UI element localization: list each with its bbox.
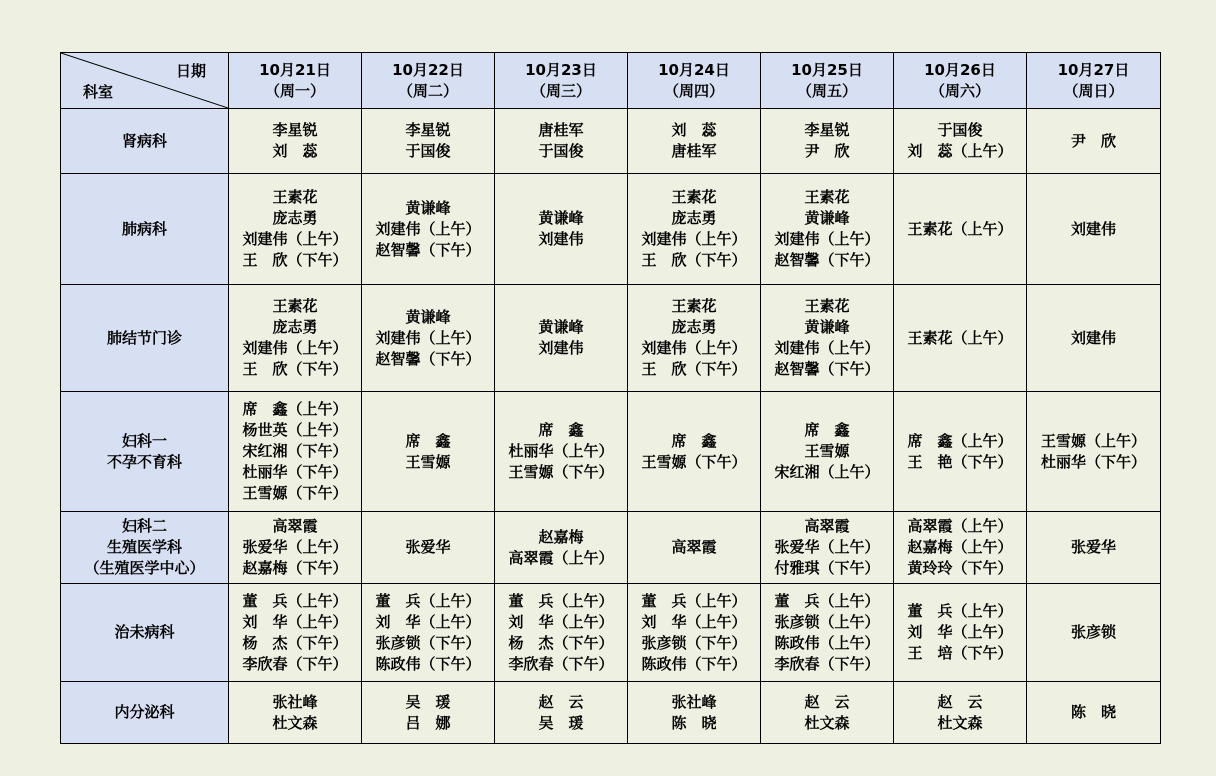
dept-cell bbox=[61, 285, 229, 392]
duty-cell bbox=[761, 174, 894, 285]
doctor-entry: 杜丽华（下午） bbox=[1040, 452, 1146, 471]
doctor-entry: 李星锐 bbox=[405, 121, 451, 139]
doctor-entry: 李欣春（下午） bbox=[774, 654, 880, 673]
doctor-entry: 王 欣（下午） bbox=[641, 360, 747, 378]
dept-name-line: 治未病科 bbox=[114, 623, 175, 641]
doctor-entry: 王素花 bbox=[272, 297, 318, 315]
dept-name-line: 妇科一 bbox=[121, 431, 167, 450]
doctor-entry: 王 艳（下午） bbox=[907, 452, 1013, 471]
duty-cell bbox=[1027, 392, 1161, 512]
doctor-entry: 董 兵（上午） bbox=[508, 591, 614, 610]
doctor-entry: 吕 娜 bbox=[405, 713, 451, 732]
table-row bbox=[61, 109, 1161, 174]
doctor-entry: 杜文森 bbox=[937, 713, 983, 732]
doctor-entry: 董 兵（上午） bbox=[907, 602, 1013, 620]
doctor-entry: 王雪嫄 bbox=[804, 442, 850, 460]
day-weekday: （周日） bbox=[1063, 81, 1124, 100]
doctor-entry: 黄谦峰 bbox=[405, 198, 451, 217]
doctor-entry: 高翠霞（上午） bbox=[508, 548, 614, 567]
doctor-entry: 席 鑫（上午） bbox=[907, 431, 1013, 450]
day-header-cell bbox=[628, 53, 761, 109]
day-date: 10月22日 bbox=[392, 60, 464, 79]
doctor-entry: 张爱华（上午） bbox=[242, 538, 348, 556]
doctor-entry: 刘 华（上午） bbox=[375, 612, 481, 631]
doctor-entry: 张爱华（上午） bbox=[774, 538, 880, 556]
duty-cell bbox=[362, 584, 495, 682]
doctor-entry: 王素花 bbox=[671, 188, 717, 206]
duty-cell bbox=[894, 682, 1027, 744]
doctor-entry: 赵嘉梅（上午） bbox=[907, 538, 1013, 556]
duty-cell bbox=[628, 512, 761, 584]
doctor-entry: 王雪嫄（下午） bbox=[242, 484, 348, 502]
dept-name-line: 内分泌科 bbox=[114, 703, 175, 721]
dept-name-line: 妇科二 bbox=[121, 517, 167, 535]
doctor-entry: 黄玲玲（下午） bbox=[907, 559, 1013, 577]
doctor-entry: 于国俊 bbox=[405, 142, 451, 160]
doctor-entry: 席 鑫 bbox=[538, 421, 584, 439]
duty-schedule-table bbox=[60, 52, 1161, 744]
duty-cell bbox=[495, 285, 628, 392]
duty-cell bbox=[761, 392, 894, 512]
doctor-entry: 赵嘉梅 bbox=[538, 527, 584, 546]
doctor-entry: 陈政伟（下午） bbox=[641, 654, 747, 673]
day-header-cell bbox=[495, 53, 628, 109]
doctor-entry: 高翠霞（上午） bbox=[907, 517, 1013, 535]
doctor-entry: 庞志勇 bbox=[671, 318, 717, 336]
dept-cell bbox=[61, 392, 229, 512]
doctor-entry: 刘 华（上午） bbox=[907, 623, 1013, 641]
doctor-entry: 董 兵（上午） bbox=[375, 591, 481, 610]
doctor-entry: 杜文森 bbox=[804, 713, 850, 732]
doctor-entry: 董 兵（上午） bbox=[641, 591, 747, 610]
doctor-entry: 张彦锁 bbox=[1070, 623, 1116, 641]
doctor-entry: 庞志勇 bbox=[272, 318, 318, 336]
duty-cell bbox=[495, 512, 628, 584]
duty-cell bbox=[628, 584, 761, 682]
duty-cell bbox=[362, 682, 495, 744]
duty-cell bbox=[628, 109, 761, 174]
doctor-entry: 刘建伟（上午） bbox=[242, 339, 348, 357]
doctor-entry: 于国俊 bbox=[538, 142, 584, 160]
duty-cell bbox=[761, 682, 894, 744]
duty-cell bbox=[229, 512, 362, 584]
doctor-entry: 杨 杰（下午） bbox=[508, 633, 614, 652]
doctor-entry: 陈政伟（上午） bbox=[774, 633, 880, 652]
corner-dept-label: 科室 bbox=[83, 83, 114, 101]
corner-header-cell bbox=[61, 53, 229, 109]
doctor-entry: 王素花 bbox=[272, 188, 318, 206]
doctor-entry: 赵 云 bbox=[937, 692, 983, 711]
doctor-entry: 刘建伟（上午） bbox=[375, 219, 481, 238]
duty-cell bbox=[229, 109, 362, 174]
doctor-entry: 庞志勇 bbox=[671, 209, 717, 227]
doctor-entry: 刘建伟 bbox=[1070, 219, 1116, 238]
doctor-entry: 高翠霞 bbox=[804, 517, 850, 535]
day-header-cell bbox=[229, 53, 362, 109]
doctor-entry: 席 鑫 bbox=[804, 421, 850, 439]
doctor-entry: 张彦锁（下午） bbox=[375, 633, 481, 652]
duty-cell bbox=[894, 109, 1027, 174]
doctor-entry: 宋红湘（上午） bbox=[774, 463, 880, 481]
dept-name-line: 不孕不育科 bbox=[106, 452, 182, 471]
doctor-entry: 董 兵（上午） bbox=[774, 591, 880, 610]
dept-name-line: 生殖医学科 bbox=[106, 538, 182, 556]
day-date: 10月27日 bbox=[1057, 60, 1130, 79]
doctor-entry: 王 培（下午） bbox=[907, 644, 1013, 662]
dept-name-line: 肺病科 bbox=[121, 219, 167, 238]
doctor-entry: 王素花 bbox=[804, 297, 850, 315]
duty-cell bbox=[229, 682, 362, 744]
doctor-entry: 刘 蕊（上午） bbox=[907, 142, 1013, 160]
doctor-entry: 李欣春（下午） bbox=[508, 654, 614, 673]
duty-cell bbox=[362, 109, 495, 174]
day-header-cell bbox=[894, 53, 1027, 109]
table-row bbox=[61, 682, 1161, 744]
duty-cell bbox=[894, 285, 1027, 392]
doctor-entry: 赵 云 bbox=[538, 692, 584, 711]
doctor-entry: 王雪嫄（下午） bbox=[508, 463, 614, 481]
doctor-entry: 王素花（上午） bbox=[907, 219, 1013, 238]
doctor-entry: 王素花 bbox=[671, 297, 717, 315]
doctor-entry: 唐桂军 bbox=[671, 142, 717, 160]
day-weekday: （周三） bbox=[530, 81, 591, 100]
day-header-cell bbox=[761, 53, 894, 109]
dept-cell bbox=[61, 682, 229, 744]
doctor-entry: 张社峰 bbox=[272, 692, 318, 711]
dept-cell bbox=[61, 109, 229, 174]
table-row bbox=[61, 174, 1161, 285]
day-date: 10月21日 bbox=[259, 60, 331, 79]
doctor-entry: 王雪嫄（上午） bbox=[1040, 431, 1146, 450]
doctor-entry: 黄谦峰 bbox=[538, 318, 584, 336]
duty-cell bbox=[362, 174, 495, 285]
doctor-entry: 刘 蕊 bbox=[272, 142, 318, 160]
duty-cell bbox=[1027, 109, 1161, 174]
day-weekday: （周五） bbox=[796, 81, 857, 100]
doctor-entry: 黄谦峰 bbox=[538, 209, 584, 227]
doctor-entry: 黄谦峰 bbox=[405, 307, 451, 326]
duty-cell bbox=[1027, 682, 1161, 744]
doctor-entry: 刘建伟 bbox=[538, 339, 584, 357]
day-weekday: （周四） bbox=[663, 81, 724, 100]
doctor-entry: 杜文森 bbox=[272, 713, 318, 732]
duty-cell bbox=[894, 584, 1027, 682]
doctor-entry: 席 鑫（上午） bbox=[242, 400, 348, 418]
duty-cell bbox=[495, 584, 628, 682]
duty-cell bbox=[495, 392, 628, 512]
duty-cell bbox=[761, 512, 894, 584]
duty-cell bbox=[362, 512, 495, 584]
dept-name-line: 肺结节门诊 bbox=[106, 328, 182, 347]
duty-cell bbox=[495, 682, 628, 744]
doctor-entry: 刘建伟 bbox=[1070, 328, 1116, 347]
dept-name-line: （生殖医学中心） bbox=[84, 559, 205, 577]
doctor-entry: 刘 蕊 bbox=[671, 121, 717, 139]
day-date: 10月26日 bbox=[924, 60, 996, 79]
corner-date-label: 日期 bbox=[175, 62, 206, 80]
doctor-entry: 刘建伟（上午） bbox=[641, 230, 747, 248]
doctor-entry: 王素花 bbox=[804, 188, 850, 206]
doctor-entry: 吴 瑗 bbox=[538, 713, 584, 732]
day-date: 10月24日 bbox=[658, 60, 730, 79]
duty-cell bbox=[229, 584, 362, 682]
table-row bbox=[61, 512, 1161, 584]
duty-cell bbox=[894, 392, 1027, 512]
doctor-entry: 于国俊 bbox=[937, 121, 983, 139]
doctor-entry: 张爱华 bbox=[405, 538, 451, 556]
doctor-entry: 王素花（上午） bbox=[907, 328, 1013, 347]
table-row bbox=[61, 584, 1161, 682]
doctor-entry: 唐桂军 bbox=[538, 121, 584, 139]
doctor-entry: 李星锐 bbox=[804, 121, 850, 139]
doctor-entry: 王 欣（下午） bbox=[641, 251, 747, 269]
doctor-entry: 赵智馨（下午） bbox=[375, 349, 481, 368]
duty-cell bbox=[362, 392, 495, 512]
doctor-entry: 席 鑫 bbox=[405, 431, 451, 450]
schedule-body bbox=[61, 109, 1161, 744]
doctor-entry: 刘 华（上午） bbox=[242, 612, 348, 631]
doctor-entry: 刘 华（上午） bbox=[641, 612, 747, 631]
doctor-entry: 杨 杰（下午） bbox=[242, 633, 348, 652]
doctor-entry: 李欣春（下午） bbox=[242, 654, 348, 673]
doctor-entry: 张社峰 bbox=[671, 692, 717, 711]
duty-cell bbox=[761, 285, 894, 392]
duty-cell bbox=[761, 584, 894, 682]
doctor-entry: 高翠霞 bbox=[671, 538, 717, 556]
day-header-cell bbox=[362, 53, 495, 109]
duty-cell bbox=[628, 682, 761, 744]
doctor-entry: 陈 晓 bbox=[671, 713, 717, 732]
duty-cell bbox=[495, 174, 628, 285]
duty-cell bbox=[761, 109, 894, 174]
day-weekday: （周二） bbox=[397, 81, 458, 100]
doctor-entry: 赵智馨（下午） bbox=[375, 240, 481, 259]
dept-cell bbox=[61, 512, 229, 584]
duty-cell bbox=[1027, 174, 1161, 285]
doctor-entry: 董 兵（上午） bbox=[242, 591, 348, 610]
doctor-entry: 尹 欣 bbox=[804, 142, 850, 160]
doctor-entry: 王 欣（下午） bbox=[242, 251, 348, 269]
doctor-entry: 黄谦峰 bbox=[804, 318, 850, 336]
doctor-entry: 张彦锁（上午） bbox=[774, 612, 880, 631]
duty-cell bbox=[229, 174, 362, 285]
duty-cell bbox=[1027, 285, 1161, 392]
doctor-entry: 刘建伟（上午） bbox=[641, 339, 747, 357]
duty-cell bbox=[362, 285, 495, 392]
dept-cell bbox=[61, 584, 229, 682]
doctor-entry: 赵智馨（下午） bbox=[774, 251, 880, 269]
dept-cell bbox=[61, 174, 229, 285]
day-header-cell bbox=[1027, 53, 1161, 109]
doctor-entry: 杨世英（上午） bbox=[242, 421, 348, 439]
doctor-entry: 高翠霞 bbox=[272, 517, 318, 535]
doctor-entry: 赵 云 bbox=[804, 692, 850, 711]
table-row bbox=[61, 392, 1161, 512]
doctor-entry: 杜丽华（上午） bbox=[508, 442, 614, 460]
doctor-entry: 李星锐 bbox=[272, 121, 318, 139]
doctor-entry: 黄谦峰 bbox=[804, 209, 850, 227]
doctor-entry: 庞志勇 bbox=[272, 209, 318, 227]
day-date: 10月23日 bbox=[525, 60, 597, 79]
doctor-entry: 王雪嫄（下午） bbox=[641, 452, 747, 471]
doctor-entry: 刘建伟（上午） bbox=[242, 230, 348, 248]
doctor-entry: 刘建伟 bbox=[538, 230, 584, 248]
duty-cell bbox=[628, 285, 761, 392]
header-row bbox=[61, 53, 1161, 109]
doctor-entry: 刘建伟（上午） bbox=[375, 328, 481, 347]
doctor-entry: 刘建伟（上午） bbox=[774, 230, 880, 248]
duty-cell bbox=[894, 512, 1027, 584]
day-weekday: （周六） bbox=[929, 81, 990, 100]
duty-cell bbox=[1027, 512, 1161, 584]
doctor-entry: 席 鑫 bbox=[671, 431, 717, 450]
duty-cell bbox=[1027, 584, 1161, 682]
doctor-entry: 陈政伟（下午） bbox=[375, 654, 481, 673]
doctor-entry: 刘 华（上午） bbox=[508, 612, 614, 631]
doctor-entry: 王 欣（下午） bbox=[242, 360, 348, 378]
doctor-entry: 张爱华 bbox=[1070, 538, 1116, 556]
duty-cell bbox=[229, 285, 362, 392]
duty-cell bbox=[628, 392, 761, 512]
doctor-entry: 王雪嫄 bbox=[405, 452, 451, 471]
doctor-entry: 杜丽华（下午） bbox=[242, 463, 348, 481]
duty-cell bbox=[229, 392, 362, 512]
table-row bbox=[61, 285, 1161, 392]
day-weekday: （周一） bbox=[264, 81, 325, 100]
duty-cell bbox=[894, 174, 1027, 285]
doctor-entry: 尹 欣 bbox=[1070, 131, 1116, 150]
duty-cell bbox=[495, 109, 628, 174]
doctor-entry: 张彦锁（下午） bbox=[641, 633, 747, 652]
doctor-entry: 陈 晓 bbox=[1070, 703, 1116, 721]
dept-name-line: 肾病科 bbox=[121, 131, 167, 150]
doctor-entry: 宋红湘（下午） bbox=[242, 442, 348, 460]
doctor-entry: 刘建伟（上午） bbox=[774, 339, 880, 357]
day-date: 10月25日 bbox=[791, 60, 863, 79]
doctor-entry: 赵嘉梅（下午） bbox=[242, 559, 348, 577]
doctor-entry: 吴 瑗 bbox=[405, 692, 451, 711]
duty-cell bbox=[628, 174, 761, 285]
doctor-entry: 付雅琪（下午） bbox=[774, 559, 880, 577]
doctor-entry: 赵智馨（下午） bbox=[774, 360, 880, 378]
